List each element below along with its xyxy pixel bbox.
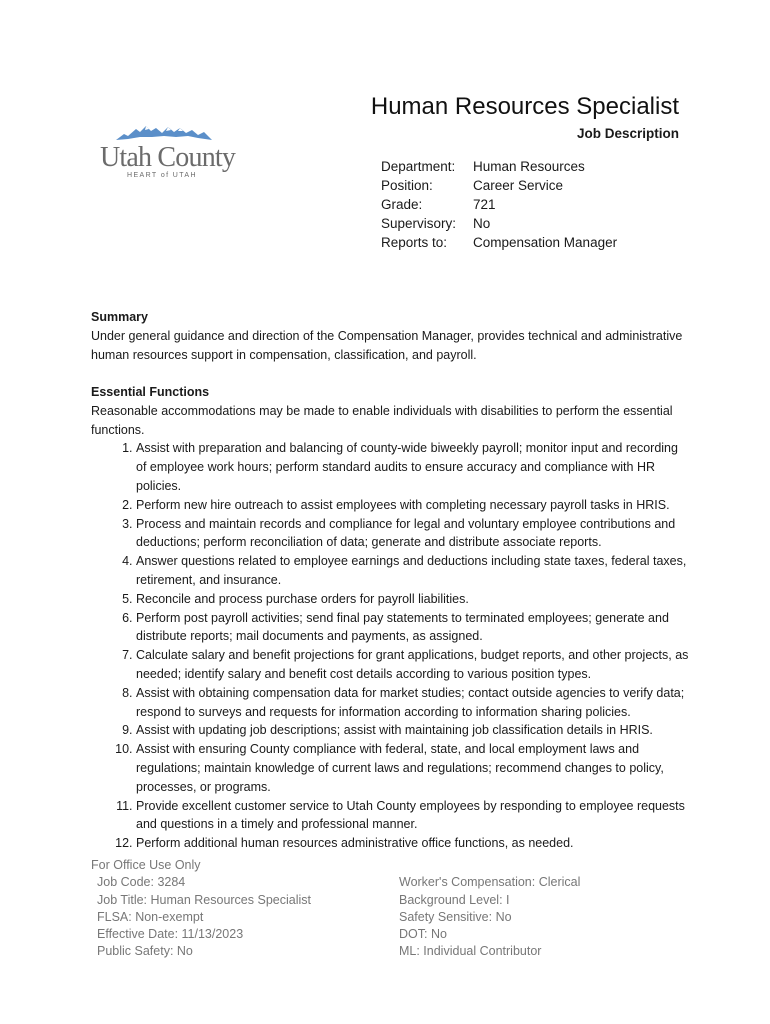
info-value: Career Service — [473, 178, 564, 193]
list-item: 11. Provide excellent customer service to Utah County employees by responding to employee requests and questions in a timely and professional manner. — [136, 797, 691, 835]
essential-functions-section — [91, 383, 691, 853]
mountains-icon — [100, 122, 232, 144]
info-label: Department: — [381, 159, 456, 174]
footer-item: Safety Sensitive: No — [399, 909, 512, 924]
info-value: No — [473, 216, 491, 231]
summary-heading: Summary — [91, 310, 148, 324]
logo-tagline: HEART of UTAH — [127, 172, 197, 179]
list-item: 3. Process and maintain records and compliance for legal and voluntary employee contributions and deductions; perform reconciliation of data; generate and distribute associate reports. — [136, 515, 691, 553]
footer-right-column — [393, 874, 580, 960]
info-row-reports-to — [381, 233, 617, 252]
utah-county-logo — [100, 122, 236, 184]
info-row-position — [381, 176, 617, 195]
info-label: Position: — [381, 178, 433, 193]
list-item: 10. Assist with ensuring County compliance with federal, state, and local employment laws and regulations; maintain knowledge of current laws and regulations; recommend changes to policy, processes, or programs. — [136, 740, 691, 796]
summary-text: Under general guidance and direction of the Compensation Manager, provides technical and administrative human resources support in compensation, classification, and payroll. — [91, 328, 683, 362]
footer-columns — [91, 874, 691, 960]
list-item: 2. Perform new hire outreach to assist employees with completing necessary payroll tasks in HRIS. — [136, 496, 691, 515]
footer-heading: For Office Use Only — [91, 858, 201, 872]
footer-item: Worker's Compensation: Clerical — [399, 875, 581, 890]
summary-section — [91, 308, 691, 364]
list-item: 8. Assist with obtaining compensation data for market studies; contact outside agencies to verify data; respond to surveys and requests for information according to information sharing policies. — [136, 684, 691, 722]
job-info-table — [381, 157, 617, 252]
list-item: 9. Assist with updating job descriptions; assist with maintaining job classification details in HRIS. — [136, 721, 691, 740]
essential-functions-intro: Reasonable accommodations may be made to enable individuals with disabilities to perform the essential functions. — [91, 403, 673, 437]
list-item: 7. Calculate salary and benefit projections for grant applications, budget reports, and other projects, as needed; identify salary and benefit cost details according to various position types. — [136, 646, 691, 684]
page-title: Human Resources Specialist — [370, 93, 679, 120]
footer-item: Effective Date: 11/13/2023 — [97, 927, 244, 942]
info-label: Grade: — [381, 197, 423, 212]
footer-item: Background Level: I — [399, 892, 510, 907]
list-item: 12. Perform additional human resources administrative office functions, as needed. — [136, 834, 691, 853]
essential-functions-heading: Essential Functions — [91, 385, 210, 399]
footer-item: Public Safety: No — [97, 944, 193, 959]
info-label: Reports to: — [381, 235, 448, 250]
info-row-department — [381, 157, 617, 176]
list-item: 5. Reconcile and process purchase orders for payroll liabilities. — [136, 590, 691, 609]
logo-name: Utah County — [100, 142, 236, 173]
footer-item: DOT: No — [399, 927, 447, 942]
page-subtitle: Job Description — [576, 126, 679, 141]
list-item: 1. Assist with preparation and balancing of county-wide biweekly payroll; monitor input and recording of employee work hours; perform standard audits to ensure accuracy and compliance with HR policies. — [136, 439, 691, 495]
footer-item: Job Code: 3284 — [97, 875, 186, 890]
info-value: 721 — [473, 197, 496, 212]
footer-item: Job Title: Human Resources Specialist — [97, 892, 311, 907]
info-row-grade — [381, 195, 617, 214]
info-label: Supervisory: — [381, 216, 457, 231]
footer-item: FLSA: Non-exempt — [97, 909, 204, 924]
list-item: 4. Answer questions related to employee earnings and deductions including state taxes, federal taxes, retirement, and insurance. — [136, 552, 691, 590]
footer-left-column — [91, 874, 393, 960]
info-row-supervisory — [381, 214, 617, 233]
list-item: 6. Perform post payroll activities; send final pay statements to terminated employees; generate and distribute reports; mail documents and payments, as assigned. — [136, 609, 691, 647]
office-use-footer — [91, 857, 691, 961]
info-value: Human Resources — [473, 159, 585, 174]
footer-item: ML: Individual Contributor — [399, 944, 542, 959]
info-value: Compensation Manager — [473, 235, 618, 250]
essential-functions-list — [91, 439, 691, 853]
